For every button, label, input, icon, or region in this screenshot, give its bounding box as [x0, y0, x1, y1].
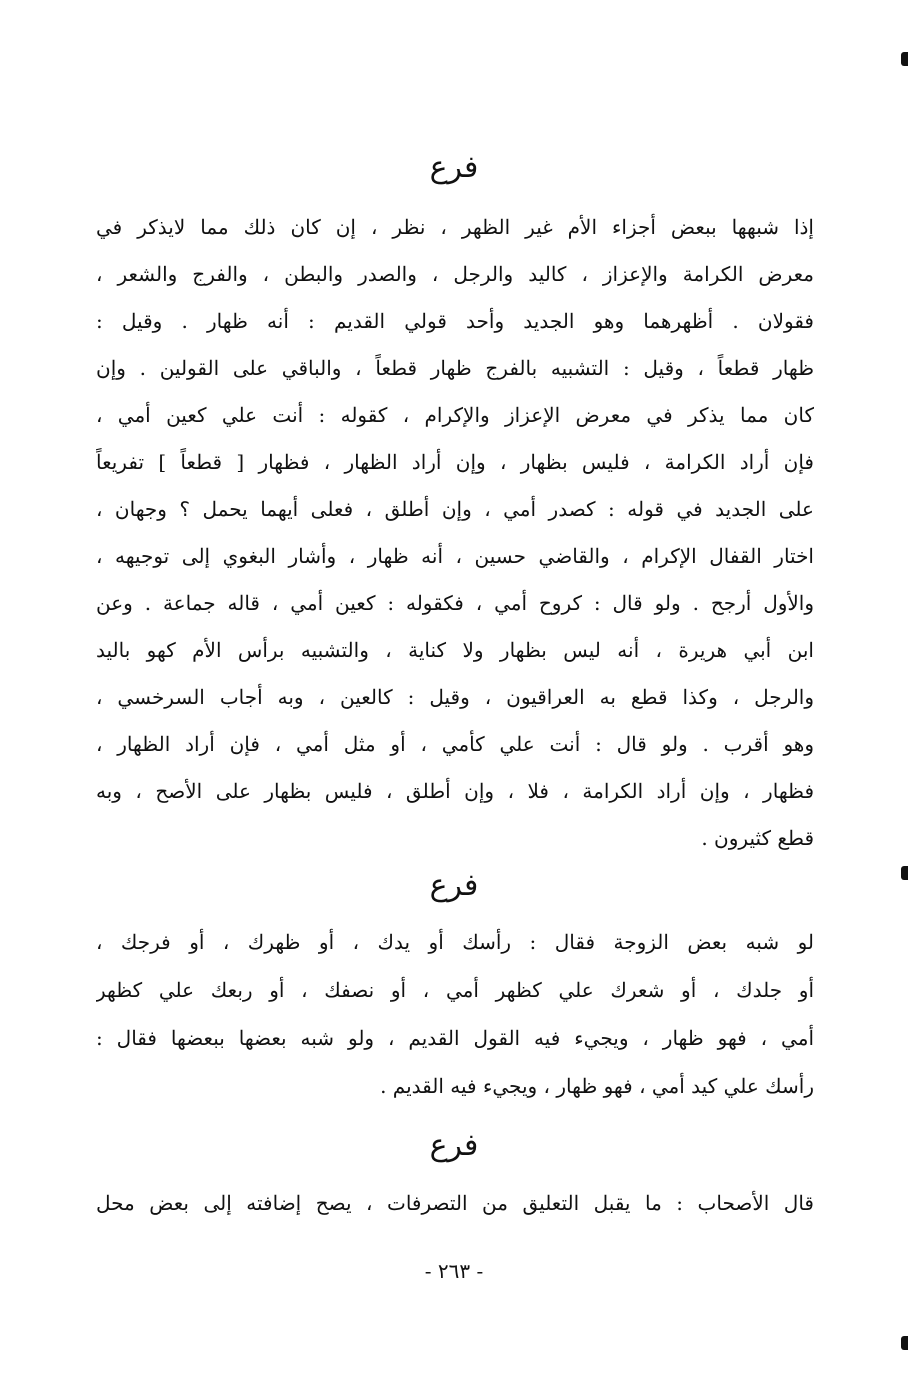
- text-line: ظهار قطعاً ، وقيل : التشبيه بالفرج ظهار قطعاً ، والباقي على القولين . وإن: [96, 356, 814, 380]
- text-line: أمي ، فهو ظهار ، ويجيء فيه القول القديم ، ولو شبه بعضها ببعضها فقال :: [96, 1026, 814, 1050]
- edge-mark-top: [901, 52, 908, 66]
- text-line: اختار القفال الإكرام ، والقاضي حسين ، أنه ظهار ، وأشار البغوي إلى توجيهه ،: [96, 544, 814, 568]
- text-line: فظهار ، وإن أراد الكرامة ، فلا ، وإن أطلق ، فليس بظهار على الأصح ، وبه: [96, 779, 814, 803]
- text-line: معرض الكرامة والإعزاز ، كاليد والرجل ، والصدر والبطن ، والفرج والشعر ،: [96, 262, 814, 286]
- section-body-1: [96, 204, 814, 862]
- text-line: والأول أرجح . ولو قال : كروح أمي ، فكقوله : كعين أمي ، قاله جماعة . وعن: [96, 591, 814, 615]
- text-line: فقولان . أظهرهما وهو الجديد وأحد قولي القديم : أنه ظهار . وقيل :: [96, 309, 814, 333]
- text-line: قال الأصحاب : ما يقبل التعليق من التصرفات ، يصح إضافته إلى بعض محل: [96, 1191, 814, 1215]
- section-heading-2: فرع: [429, 868, 479, 903]
- page-number: - ٢٦٣ -: [424, 1259, 484, 1283]
- text-line: لو شبه بعض الزوجة فقال : رأسك أو يدك ، أو ظهرك ، أو فرجك ،: [96, 930, 814, 954]
- section-heading-1: فرع: [429, 150, 479, 185]
- edge-mark-bottom: [901, 1336, 908, 1350]
- text-line: رأسك علي كيد أمي ، فهو ظهار ، ويجيء فيه القديم .: [380, 1074, 814, 1098]
- text-line: ابن أبي هريرة ، أنه ليس بظهار ولا كناية ، والتشبيه برأس الأم كهو باليد: [96, 638, 814, 662]
- text-line: أو جلدك ، أو شعرك علي كظهر أمي ، أو نصفك ، أو ربعك علي كظهر: [96, 978, 814, 1002]
- text-line: على الجديد في قوله : كصدر أمي ، وإن أطلق ، فعلى أيهما يحمل ؟ وجهان ،: [96, 497, 814, 521]
- text-line: وهو أقرب . ولو قال : أنت علي كأمي ، أو مثل أمي ، فإن أراد الظهار ،: [96, 732, 814, 756]
- text-line: فإن أراد الكرامة ، فليس بظهار ، وإن أراد الظهار ، فظهار [ قطعاً ] تفريعاً: [96, 450, 814, 474]
- text-line: قطع كثيرون .: [701, 826, 814, 850]
- section-body-3: [96, 1180, 814, 1227]
- text-line: كان مما يذكر في معرض الإعزاز والإكرام ، كقوله : أنت علي كعين أمي ،: [96, 403, 814, 427]
- section-heading-3: فرع: [429, 1128, 479, 1163]
- text-line: والرجل ، وكذا قطع به العراقيون ، وقيل : كالعين ، وبه أجاب السرخسي ،: [96, 685, 814, 709]
- text-line: إذا شبهها ببعض أجزاء الأم غير الظهر ، نظر ، إن كان ذلك مما لايذكر في: [96, 215, 814, 239]
- section-body-2: [96, 918, 814, 1110]
